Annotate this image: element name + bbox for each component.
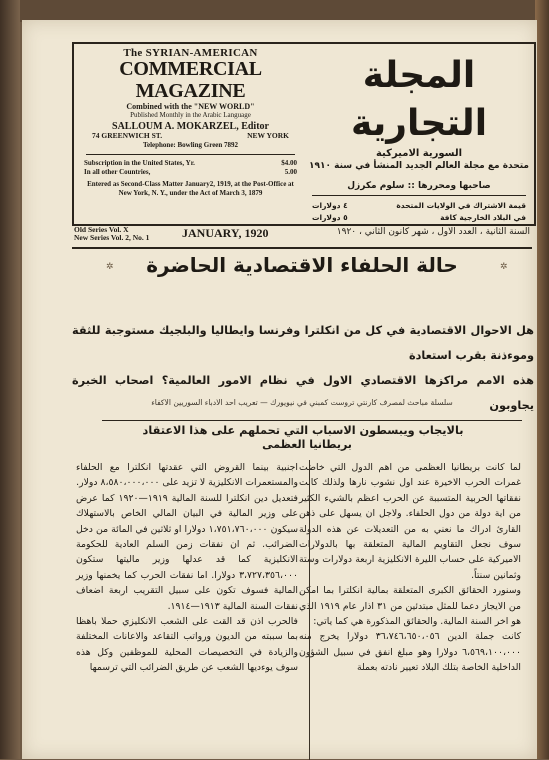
published-line: Published Monthly in the Arabic Language [130, 111, 251, 119]
arabic-subscription-other-price: ٥ دولارات [312, 213, 348, 222]
frame-top [0, 0, 549, 22]
address-line [78, 131, 303, 140]
lead-line: هل الاحوال الاقتصادية في كل من انكلترا وفرنسا وايطاليا والبلجيك مستوجبة للثقة وموءذنة بقرب استعادة [72, 324, 534, 362]
subscription-other [78, 168, 303, 177]
star-ornament: ✲ [106, 262, 114, 272]
arabic-issue-date: السنة الثانية ، العدد الاول ، شهر كانون الثاني ، ١٩٢٠ [336, 227, 530, 237]
subscription-us-price: $4.00 [281, 159, 297, 167]
arabic-owner-label: صاحبها ومحررها [418, 181, 491, 191]
arabic-subscription-other-label: في البلاد الخارجية كافة [440, 213, 526, 222]
divider [102, 420, 522, 421]
divider [312, 195, 526, 196]
subscription-other-price: 5.00 [284, 168, 297, 176]
magazine-page [22, 20, 537, 759]
paragraph: فالحرب اذن قد القت على الشعب الانكليزي حملا باهظا بما سببته من الديون ورواتب التقاعد والاعانات المختلفة والزيادة في التخصيصات المحلية للموظفين وكل هذه سوف يوءديها الشعب عن طريق الضرائب التي ترسمها [76, 616, 298, 674]
article-byline: سلسلة مباحث لمصرف كارنتي تروست كمبني في نيويورك — تعريب احد الادباء السوريين الاكفاء [151, 398, 453, 407]
new-series: New Series Vol. 2, No. 1 [74, 233, 150, 242]
article-lead [72, 318, 534, 443]
star-ornament: ✲ [500, 262, 508, 272]
entered-notice: Entered as Second-Class Matter January2, 1919, at the Post-Office at New York, N. Y., under the Act of March 3, 1879 [87, 180, 294, 197]
lead-line: هذه الامم مراكزها الاقتصادي الاول في نظام الامور العالمية؟ اصحاب الخبرة يجاوبون [72, 374, 534, 412]
paragraph: فتعديل دين انكلترا للسنة المالية ١٩١٩—١٩٢٠ كما عرض على وزير المالية في البيان المالي الخاص بالاستهلاك سيكون ١،٧٥١،٧٦٠،٠٠٠ دولارا او ثلاثين في المائة من دخل الضرائب. ثم ان نفقات زمن السلم العادية للحكومة الانكليزية كما قد عدلها وزير ماليتها ستكون ٣،٧٢٧،٣٥٦،٠٠٠ دولارا. اما نفقات الحرب كما يخمنها وزير المالية فسوف تكون على سبيل التقريب اربعة اضعاف نفقات السنة المالية ١٩١٣—١٩١٤. [76, 492, 298, 612]
brand-name: COMMERCIAL MAGAZINE [119, 58, 262, 102]
paragraph: اجنبية بينما القروض التي عقدتها انكلترا مع الحلفاء والمستعمرات الانكليزية لا تزيد على ٨،٥٨٠،٠٠٠،٠٠٠ دولار. [76, 462, 298, 489]
section-heading: بريطانيا العظمى [262, 438, 352, 451]
lead-line: بالايجاب ويبسطون الاسباب التي تحملهم على هذا الاعتقاد [142, 424, 464, 437]
series-info [74, 226, 149, 242]
article-headline: حالة الحلفاء الاقتصادية الحاضرة [146, 253, 458, 277]
book-binding [0, 0, 20, 759]
paragraph: وسنورد الحقائق الكبرى المتعلقة بمالية انكلترا بما امكن من الايجاز دعما للمثل مبتدئين من ٣١ اذار عام ١٩١٩ الذي هو اخر السنة المالية. والحقائق المذكورة هي كما ياتي: [299, 585, 521, 628]
city: NEW YORK [247, 131, 289, 140]
subscription-other-label: In all other Countries, [84, 168, 151, 176]
page-edge [535, 0, 549, 759]
arabic-title: المجلة التجارية [350, 55, 488, 144]
arabic-merged-note: متحدة مع مجلة العالم الجديد المنشأ في سنة ١٩١٠ [309, 161, 529, 171]
column-divider [309, 460, 310, 760]
left-column [76, 460, 298, 676]
editor-line: SALLOUM A. MOKARZEL, Editor [112, 121, 269, 132]
paragraph: لما كانت بريطانيا العظمى من اهم الدول التي خاضت غمرات الحرب الاخيرة عند اول نشوب نارها ولذلك كانت نفقاتها الحربية المتسببة عن الحرب اعظم بالشيء الكثير من اية دولة من دول الحلفاء. ولاجل ان يسهل على ذهن القارئ ادراك ما نعني به من التعديلات عن هذه الدولة سوف نجعل التقاويم المالية المتعلقة بها بالدولارات الاميركية على حساب الليرة الانكليزية اربعة دولارات وستة وثمانين سنتاً. [299, 462, 521, 581]
right-column [299, 460, 521, 676]
street-address: 74 GREENWICH ST. [92, 131, 163, 140]
brand-top-line: The SYRIAN-AMERICAN [123, 47, 258, 59]
masthead [72, 42, 536, 226]
divider [86, 154, 295, 155]
telephone: Telephone: Bowling Green 7892 [142, 141, 239, 149]
combined-line: Combined with the "NEW WORLD" [126, 102, 255, 111]
arabic-masthead [308, 48, 530, 220]
issue-date: JANUARY, 1920 [182, 226, 269, 240]
subscription-us-label: Subscription in the United States, Yr. [84, 159, 195, 167]
old-series: Old Series Vol. X [74, 225, 129, 234]
arabic-subscription-us-price: ٤ دولارات [312, 201, 348, 210]
arabic-subscription-us [308, 200, 530, 212]
arabic-subscription-us-label: قيمة الاشتراك في الولايات المتحدة [396, 201, 526, 210]
arabic-subtitle: السورية الاميركية [375, 148, 462, 159]
arabic-owner-name: سلوم مكرزل [347, 181, 405, 191]
issue-line [72, 223, 532, 249]
english-masthead [78, 48, 303, 220]
subscription-us [78, 159, 303, 168]
paragraph: كانت جملة الدين ٣٦،٧٤٦،٦٥٠،٠٥٦ دولارا يخرج منه ٦،٥٦٩،١٠٠،٠٠٠ دولارا وهو مبلغ انفق في سبيل الشؤون الداخلية الخاصة بتلك البلاد تعيير نادته بعملة [299, 631, 521, 674]
arabic-owner-line: صاحبها ومحررها :: سلوم مكرزل [347, 181, 491, 191]
